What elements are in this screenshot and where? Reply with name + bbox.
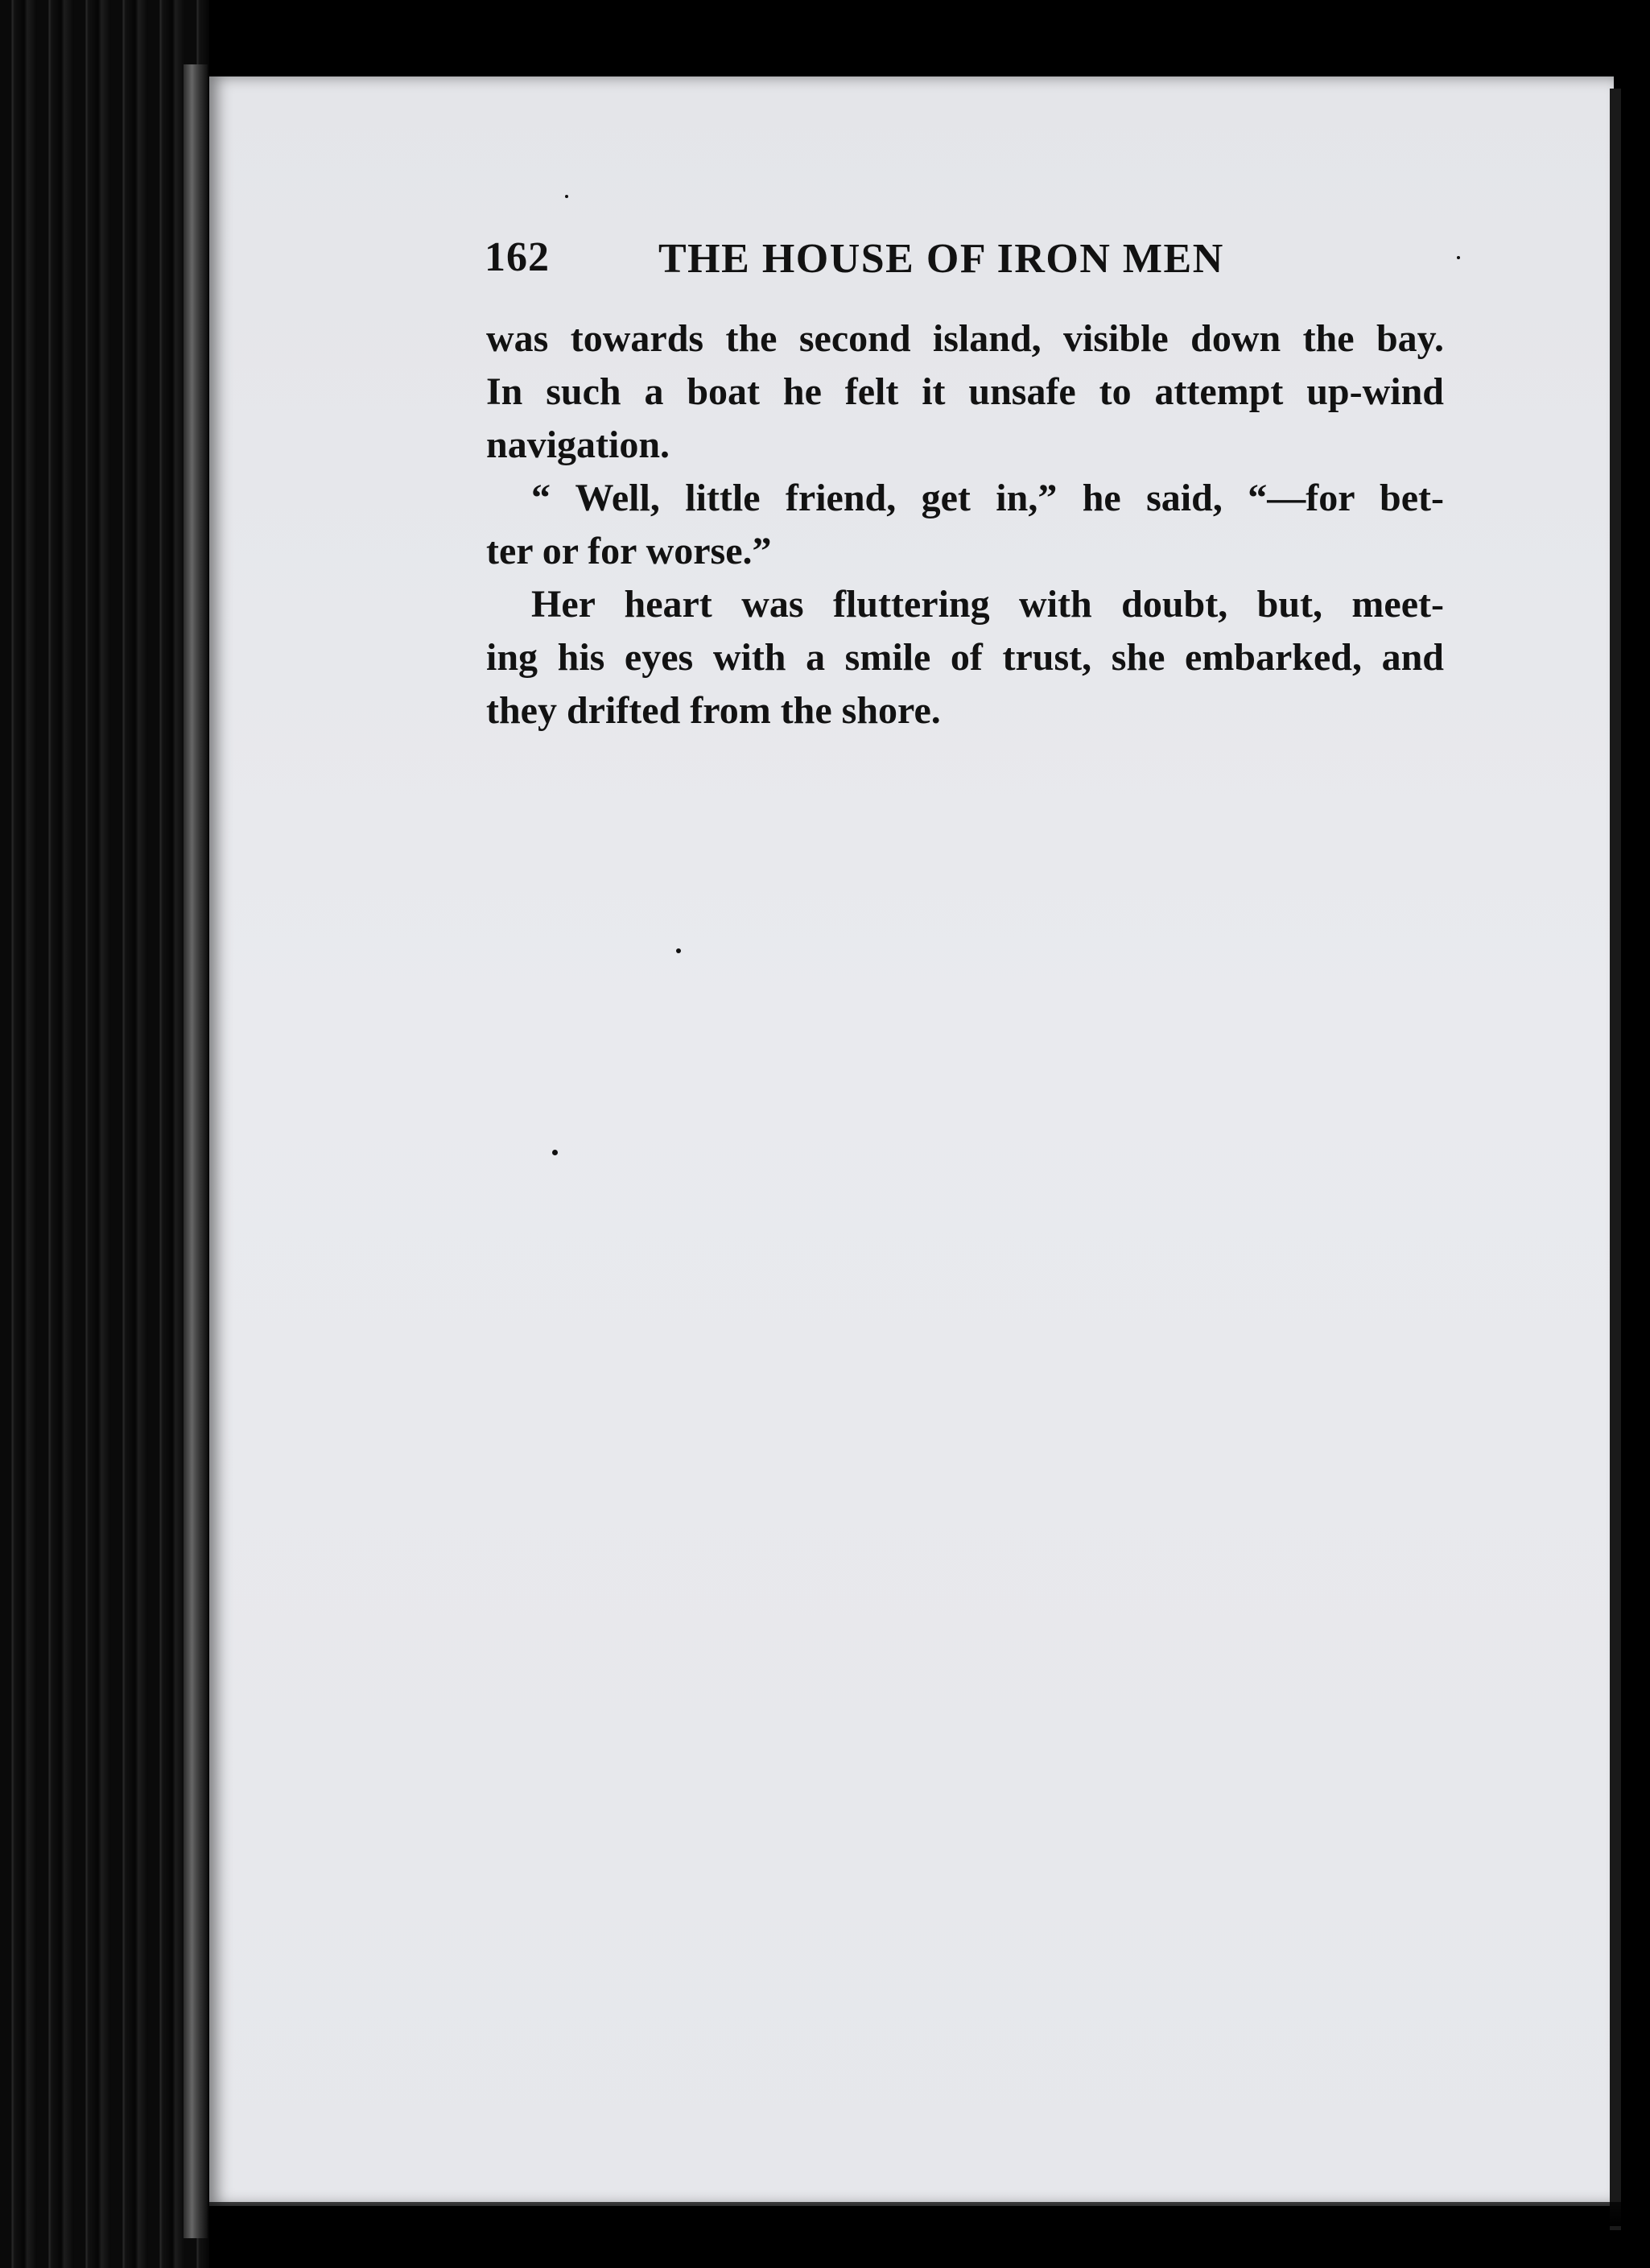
page-number: 162 (485, 234, 550, 280)
text-line: was towards the second island, visible down the bay. (486, 317, 1444, 360)
book-spine (0, 0, 209, 2268)
text-line: navigation. (486, 423, 670, 466)
page-bottom-shadow (209, 2202, 1626, 2226)
dust-speck (676, 948, 681, 953)
text-line: ter or for worse.” (486, 530, 772, 572)
text-line: ing his eyes with a smile of trust, she embarked, and (486, 636, 1444, 679)
dust-speck (1457, 256, 1460, 259)
running-head: THE HOUSE OF IRON MEN (658, 236, 1224, 282)
spine-edge (184, 64, 208, 2238)
text-line: they drifted from the shore. (486, 689, 941, 732)
body-text (486, 312, 1444, 737)
dust-speck (552, 1150, 558, 1155)
page-right-edge (1610, 89, 1621, 2230)
page-header (485, 233, 1450, 306)
text-line: “ Well, little friend, get in,” he said, “—for bet- (531, 477, 1444, 519)
dust-speck (565, 195, 568, 198)
text-line: In such a boat he felt it unsafe to attempt up-wind (486, 370, 1444, 413)
text-line: Her heart was fluttering with doubt, but, meet- (531, 583, 1444, 626)
